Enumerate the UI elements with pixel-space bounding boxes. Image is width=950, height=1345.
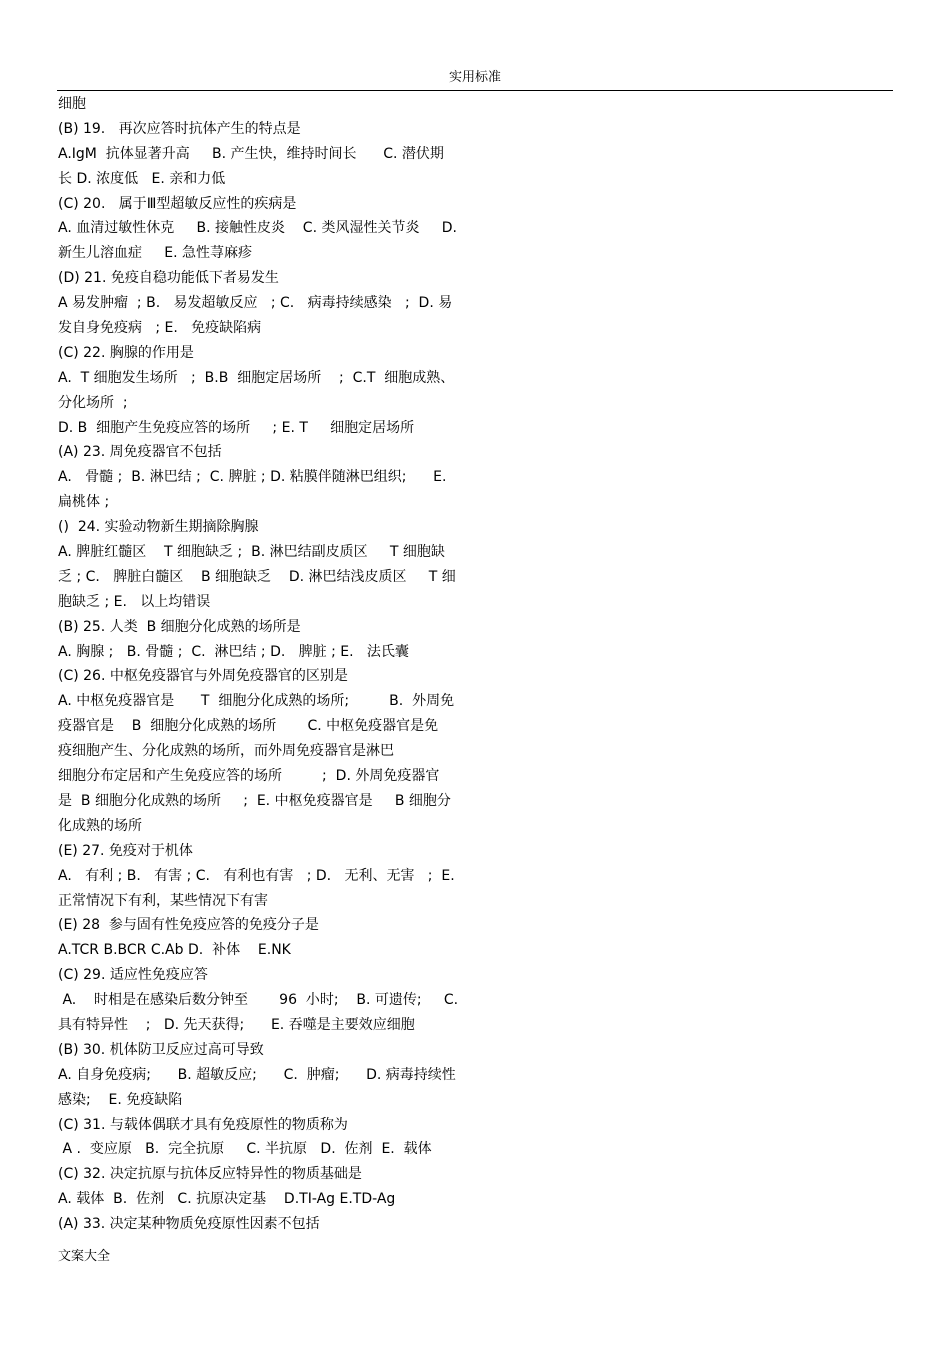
text-line: 新生儿溶血症 E. 急性荨麻疹 <box>58 245 252 262</box>
text-line: A 易发肿瘤 ; B. 易发超敏反应 ; C. 病毒持续感染 ; D. 易 <box>58 295 453 312</box>
text-line: 分化场所 ; <box>58 394 128 411</box>
text-line: A. T 细胞发生场所 ; B.B 细胞定居场所 ; C.T 细胞成熟、 <box>58 369 455 386</box>
text-line: 疫器官是 B 细胞分化成熟的场所 C. 中枢免疫器官是免 <box>58 718 439 735</box>
text-line: (B) 30. 机体防卫反应过高可导致 <box>58 1041 264 1058</box>
text-line: A. 骨髓 ; B. 淋巴结 ; C. 脾脏 ; D. 粘膜伴随淋巴组织; E. <box>58 469 447 486</box>
text-line: 感染; E. 免疫缺陷 <box>58 1091 183 1108</box>
page-header: 实用标准 <box>448 70 501 85</box>
text-line: (C) 20. 属于Ⅲ型超敏反应性的疾病是 <box>58 195 297 212</box>
text-line: A. 脾脏红髓区 T 细胞缺乏 ; B. 淋巴结副皮质区 T 细胞缺 <box>58 544 445 561</box>
text-line: A. 时相是在感染后数分钟至 96 小时; B. 可遗传; C. <box>58 992 459 1009</box>
text-line: A . 变应原 B. 完全抗原 C. 半抗原 D. 佐剂 E. 载体 <box>58 1141 432 1158</box>
text-line: A.IgM 抗体显著升高 B. 产生快，维持时间长 C. 潜伏期 <box>58 145 444 162</box>
text-line: 化成熟的场所 <box>58 817 142 834</box>
text-line: (C) 31. 与载体偶联才具有免疫原性的物质称为 <box>58 1116 348 1133</box>
header-rule <box>57 90 893 91</box>
text-line: 具有特异性 ; D. 先天获得; E. 吞噬是主要效应细胞 <box>58 1016 415 1033</box>
text-line: (A) 33. 决定某种物质免疫原性因素不包括 <box>58 1216 320 1233</box>
text-line: 细胞 <box>58 96 86 112</box>
text-line: A. 载体 B. 佐剂 C. 抗原决定基 D.TI-Ag E.TD-Ag <box>58 1191 396 1208</box>
text-line: 细胞分布定居和产生免疫应答的场所 ; D. 外周免疫器官 <box>58 768 440 785</box>
text-line: A.TCR B.BCR C.Ab D. 补体 E.NK <box>58 942 291 959</box>
text-line: 长 D. 浓度低 E. 亲和力低 <box>58 170 226 187</box>
document-body <box>58 92 478 1237</box>
text-line: A. 有利 ; B. 有害 ; C. 有利也有害 ; D. 无利、无害 ; E. <box>58 867 455 884</box>
text-line: A. 自身免疫病; B. 超敏反应; C. 肿瘤; D. 病毒持续性 <box>58 1066 456 1083</box>
text-line: (C) 22. 胸腺的作用是 <box>58 344 194 361</box>
text-line: 扁桃体 ; <box>58 494 110 511</box>
text-line: (D) 21. 免疫自稳功能低下者易发生 <box>58 270 279 287</box>
page-footer: 文案大全 <box>58 1249 111 1264</box>
text-line: 是 B 细胞分化成熟的场所 ; E. 中枢免疫器官是 B 细胞分 <box>58 792 451 809</box>
text-line: (C) 32. 决定抗原与抗体反应特异性的物质基础是 <box>58 1166 362 1183</box>
text-line: 发自身免疫病 ; E. 免疫缺陷病 <box>58 320 262 337</box>
text-line: 疫细胞产生、分化成熟的场所，而外周免疫器官是淋巴 <box>58 743 394 760</box>
text-line: A. 胸腺 ; B. 骨髓 ; C. 淋巴结 ; D. 脾脏 ; E. 法氏囊 <box>58 643 409 660</box>
text-line: 胞缺乏 ; E. 以上均错误 <box>58 593 211 610</box>
text-line: (E) 27. 免疫对于机体 <box>58 842 193 859</box>
text-line: (B) 25. 人类 B 细胞分化成熟的场所是 <box>58 618 301 635</box>
text-line: () 24. 实验动物新生期摘除胸腺 <box>58 519 259 536</box>
text-line: A. 中枢免疫器官是 T 细胞分化成熟的场所; B. 外周免 <box>58 693 455 710</box>
text-line: (C) 26. 中枢免疫器官与外周免疫器官的区别是 <box>58 668 348 685</box>
text-line: D. B 细胞产生免疫应答的场所 ; E. T 细胞定居场所 <box>58 419 415 436</box>
text-line: A. 血清过敏性休克 B. 接触性皮炎 C. 类风湿性关节炎 D. <box>58 220 457 237</box>
text-line: 乏 ; C. 脾脏白髓区 B 细胞缺乏 D. 淋巴结浅皮质区 T 细 <box>58 568 456 585</box>
text-line: (E) 28 参与固有性免疫应答的免疫分子是 <box>58 917 319 934</box>
text-line: (B) 19. 再次应答时抗体产生的特点是 <box>58 120 301 137</box>
text-line: 正常情况下有利，某些情况下有害 <box>58 892 268 909</box>
text-line: (C) 29. 适应性免疫应答 <box>58 967 208 984</box>
text-line: (A) 23. 周免疫器官不包括 <box>58 444 222 461</box>
